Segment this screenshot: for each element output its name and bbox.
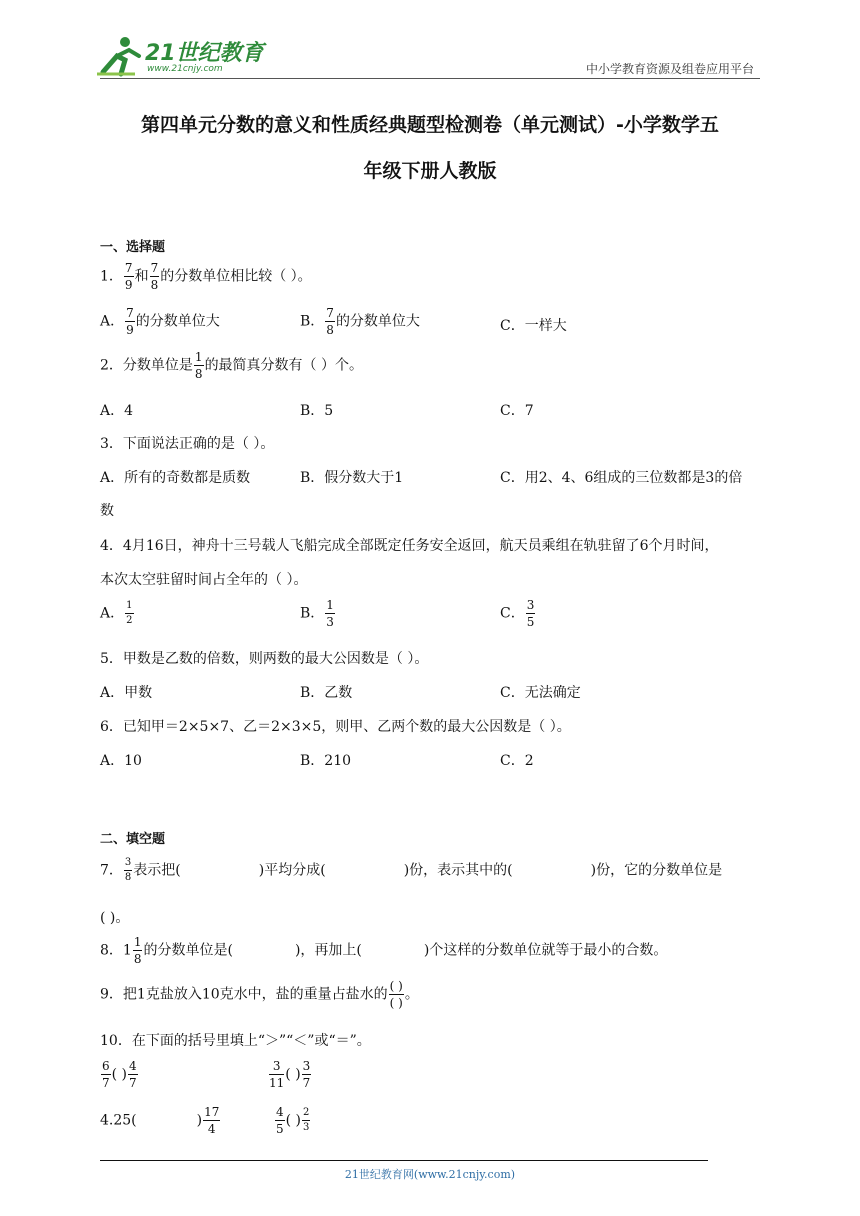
question-5: 5．甲数是乙数的倍数，则两数的最大公因数是（ ）。 (100, 651, 429, 667)
q4-option-b[interactable]: B． $\frac{1}{3}$ (300, 598, 334, 629)
section-heading-choice: 一、选择题 (100, 240, 166, 255)
question-10: 10．在下面的括号里填上“＞”“＜”或“＝”。 (100, 1033, 371, 1049)
q1-option-b[interactable]: B． $\frac{7}{8}$ 的分数单位大 (300, 306, 420, 337)
q5-option-b[interactable]: B．乙数 (300, 685, 353, 701)
q1-option-a[interactable]: A． $\frac{7}{9}$ 的分数单位大 (100, 306, 220, 337)
q10-row2-left: 4.25( ) $\frac{17}{4}$ (100, 1105, 220, 1136)
question-2: 2．分数单位是 $\frac{1}{8}$ 的最简真分数有（ ）个。 (100, 350, 364, 381)
q10-row2-right: $\frac{4}{5}$ ( ) $\frac{2}{3}$ (276, 1105, 310, 1136)
q1-option-c[interactable]: C．一样大 (500, 318, 567, 334)
question-1: 1． $\frac{7}{9}$ 和 $\frac{7}{8}$ 的分数单位相比较（ ）。 (100, 261, 312, 292)
logo (95, 34, 265, 78)
doc-title-line2: 年级下册人教版 (363, 160, 497, 182)
question-4-line1: 4．4月16日，神舟十三号载人飞船完成全部既定任务安全返回，航天员乘组在轨驻留了6个月时间， (100, 538, 719, 554)
q5-option-a[interactable]: A．甲数 (100, 685, 153, 701)
platform-text: 中小学教育资源及组卷应用平台 (585, 62, 754, 76)
runner-logo-icon (95, 34, 143, 78)
question-7-line2: ( )。 (100, 910, 130, 926)
q3-option-a[interactable]: A．所有的奇数都是质数 (100, 470, 251, 486)
q6-option-b[interactable]: B．210 (300, 753, 352, 769)
question-4-line2: 本次太空驻留时间占全年的（ ）。 (100, 572, 308, 588)
logo-url: www.21cnjy.com (147, 64, 223, 74)
q3-option-c[interactable]: C．用2、4、6组成的三位数都是3的倍 (500, 470, 743, 486)
section-heading-fill: 二、填空题 (100, 832, 166, 847)
question-8: 8．1 $\frac{1}{8}$ 的分数单位是( )，再加上( )个这样的分数单位就等于最小的合数。 (100, 935, 668, 966)
question-9: 9．把1克盐放入10克水中，盐的重量占盐水的 $\frac{( )}{( )}$ 。 (100, 979, 419, 1010)
q10-row1-right: $\frac{3}{11}$ ( ) $\frac{3}{7}$ (269, 1059, 311, 1090)
q5-option-c[interactable]: C．无法确定 (500, 685, 581, 701)
q4-option-c[interactable]: C． $\frac{3}{5}$ (500, 598, 535, 629)
q6-option-a[interactable]: A．10 (100, 753, 142, 769)
q3-option-c-continued: 数 (100, 503, 114, 519)
q10-row1-left: $\frac{6}{7}$ ( ) $\frac{4}{7}$ (102, 1059, 137, 1090)
footer-text: 21世纪教育网(www.21cnjy.com) (344, 1168, 516, 1181)
question-7: 7． $\frac{3}{8}$ 表示把( )平均分成( )份，表示其中的( )份，它的分数单位是 (100, 857, 723, 883)
doc-title-line1: 第四单元分数的意义和性质经典题型检测卷（单元测试）-小学数学五 (141, 114, 719, 136)
q3-option-b[interactable]: B．假分数大于1 (300, 470, 404, 486)
header-rule (100, 78, 760, 79)
question-3: 3．下面说法正确的是（ ）。 (100, 436, 275, 452)
q2-option-c[interactable]: C．7 (500, 403, 534, 419)
footer-rule (100, 1160, 708, 1161)
q2-option-b[interactable]: B．5 (300, 403, 334, 419)
q4-option-a[interactable]: A． $\frac{1}{2}$ (100, 600, 133, 626)
q2-option-a[interactable]: A．4 (100, 403, 134, 419)
q6-option-c[interactable]: C．2 (500, 753, 534, 769)
question-6: 6．已知甲＝2×5×7、乙＝2×3×5，则甲、乙两个数的最大公因数是（ ）。 (100, 719, 571, 735)
logo-text: 21世纪教育 (145, 41, 264, 66)
